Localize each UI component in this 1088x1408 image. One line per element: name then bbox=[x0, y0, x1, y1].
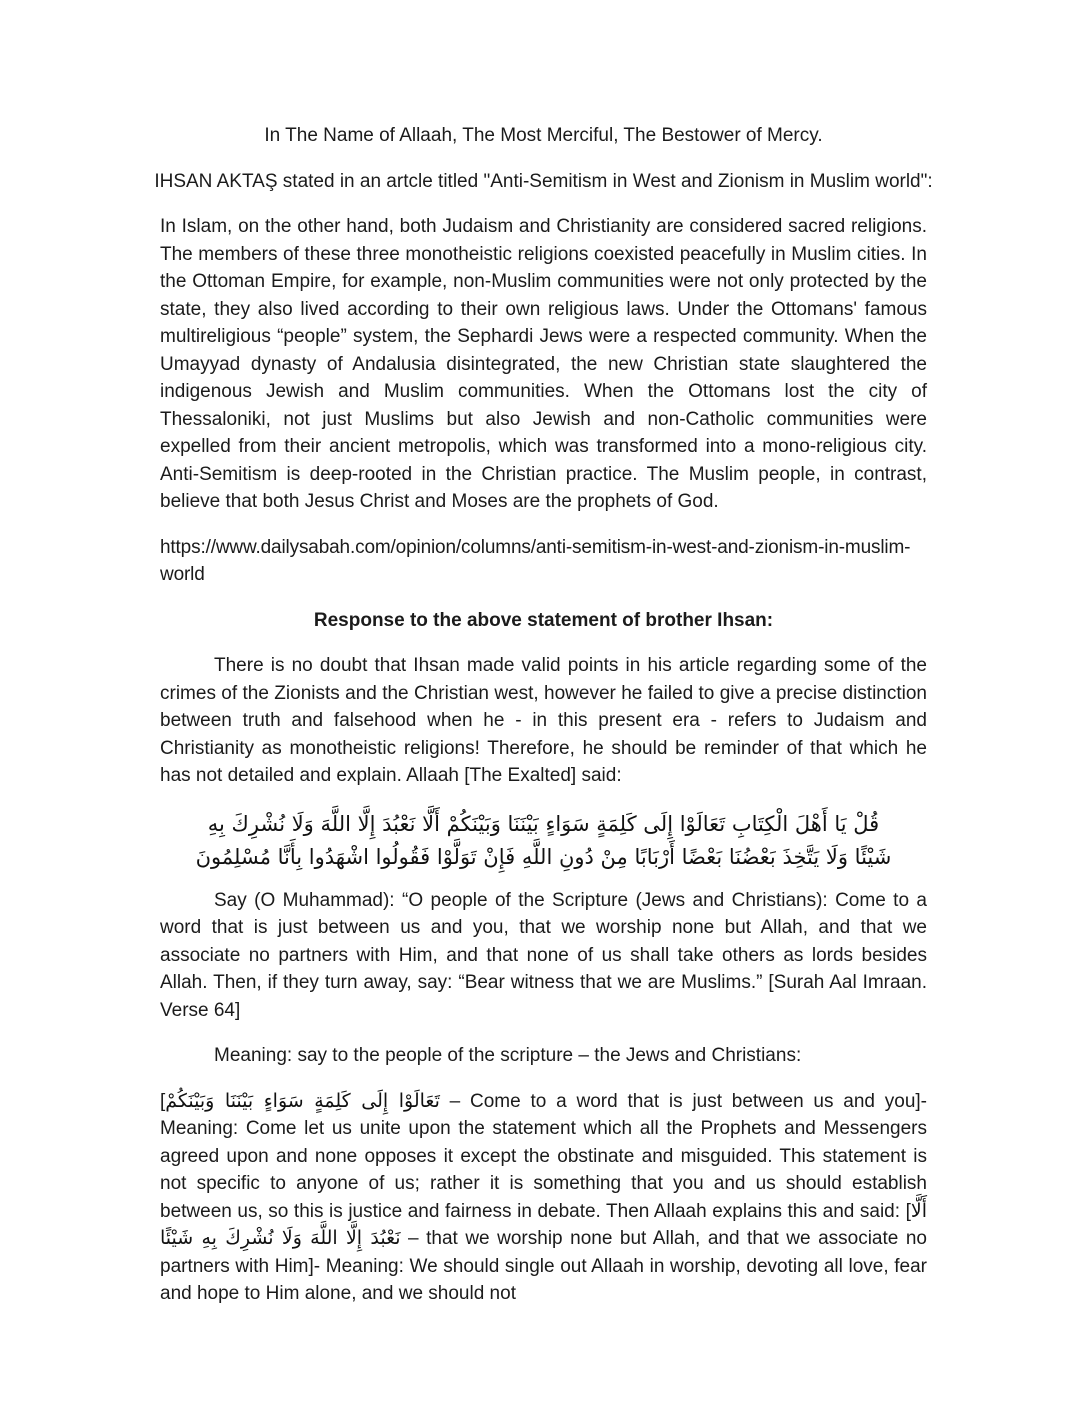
response-paragraph: There is no doubt that Ihsan made valid points in his article regarding some of the crimes of the Zionists and the Christian west, however he failed to give a precise distinction between truth and falsehood when he - in this present era - refers to Judaism and Christianity as monotheistic religions! Therefore, he should be reminder of that which he has not detailed and explain. Allaah [The Exalted] said: bbox=[160, 655, 927, 786]
tafsir-arabic-quote-2: أَلَّا نَعْبُدَ إِلَّا اللَّهَ وَلَا نُشْرِكَ بِهِ شَيْئًا bbox=[160, 1199, 927, 1249]
tafsir-open-bracket: [ bbox=[160, 1090, 166, 1112]
statement-intro-line: IHSAN AKTAŞ stated in an artcle titled "Anti-Semitism in West and Zionism in Muslim world": bbox=[154, 170, 933, 192]
meaning-intro-line: Meaning: say to the people of the scripture – the Jews and Christians: bbox=[214, 1045, 802, 1066]
source-url-text: https://www.dailysabah.com/opinion/columns/anti-semitism-in-west-and-zionism-in-muslim-world bbox=[160, 536, 911, 585]
verse-translation-paragraph: Say (O Muhammad): “O people of the Scripture (Jews and Christians): Come to a word that is just between us and you, that we worship none but Allah, and that we associate no partners with Him, and that none of us shall take others as lords besides Allah. Then, if they turn away, say: “Bear witness that we are Muslims.” [Surah Aal Imraan. Verse 64] bbox=[160, 889, 927, 1021]
quran-verse-arabic: قُلْ يَا أَهْلَ الْكِتَابِ تَعَالَوْا إِلَى كَلِمَةٍ سَوَاءٍ بَيْنَنَا وَبَيْنَكُمْ أَلَّا نَعْبُدَ إِلَّا اللَّهَ وَلَا نُشْرِكَ بِهِ شَيْئًا وَلَا يَتَّخِذَ بَعْضُنَا بَعْضًا أَرْبَابًا مِنْ دُونِ اللَّهِ فَإِنْ تَوَلَّوْا فَقُولُوا اشْهَدُوا بِأَنَّا مُسْلِمُونَ bbox=[195, 811, 892, 869]
quoted-article-paragraph: In Islam, on the other hand, both Judaism and Christianity are considered sacred religions. The members of these three monotheistic religions coexisted peacefully in Muslim cities. In the Ottoman Empire, for example, non-Muslim communities were not only protected by the state, they also lived according to their own religious laws. Under the Ottomans' famous multireligious “people” system, the Sephardi Jews were a respected community. When the Umayyad dynasty of Andalusia disintegrated, the new Christian state slaughtered the indigenous Jewish and Muslim communities. When the Ottomans lost the city of Thessaloniki, not just Muslims but also Jewish and non-Catholic communities were expelled from their ancient metropolis, which was transformed into a mono-religious city. Anti-Semitism is deep-rooted in the Christian practice. The Muslim people, in contrast, believe that both Jesus Christ and Moses are the prophets of God. bbox=[160, 216, 927, 512]
tafsir-paragraph bbox=[160, 1088, 927, 1308]
bismillah-line: In The Name of Allaah, The Most Merciful, The Bestower of Mercy. bbox=[264, 125, 823, 146]
response-heading: Response to the above statement of brother Ihsan: bbox=[313, 609, 774, 631]
tafsir-text-2: – that we worship none but Allah, and that we associate no partners with Him]- Meaning: We should single out Allaah in worship, devoting all love, fear and hope to Him alone, and we should not bbox=[160, 1228, 927, 1304]
tafsir-arabic-quote-1: تَعَالَوْا إِلَى كَلِمَةٍ سَوَاءٍ بَيْنَنَا وَبَيْنَكُمْ bbox=[165, 1089, 440, 1112]
tafsir-text-1: – Come to a word that is just between us and you]- Meaning: Come let us unite upon the statement which all the Prophets and Messengers agreed upon and none opposes it except the obstinate and misguided. This statement is not specific to anyone of us; rather it is something that you and us should establish between us, so this is justice and fairness in debate. Then Allaah explains this and said: [ bbox=[160, 1090, 928, 1222]
